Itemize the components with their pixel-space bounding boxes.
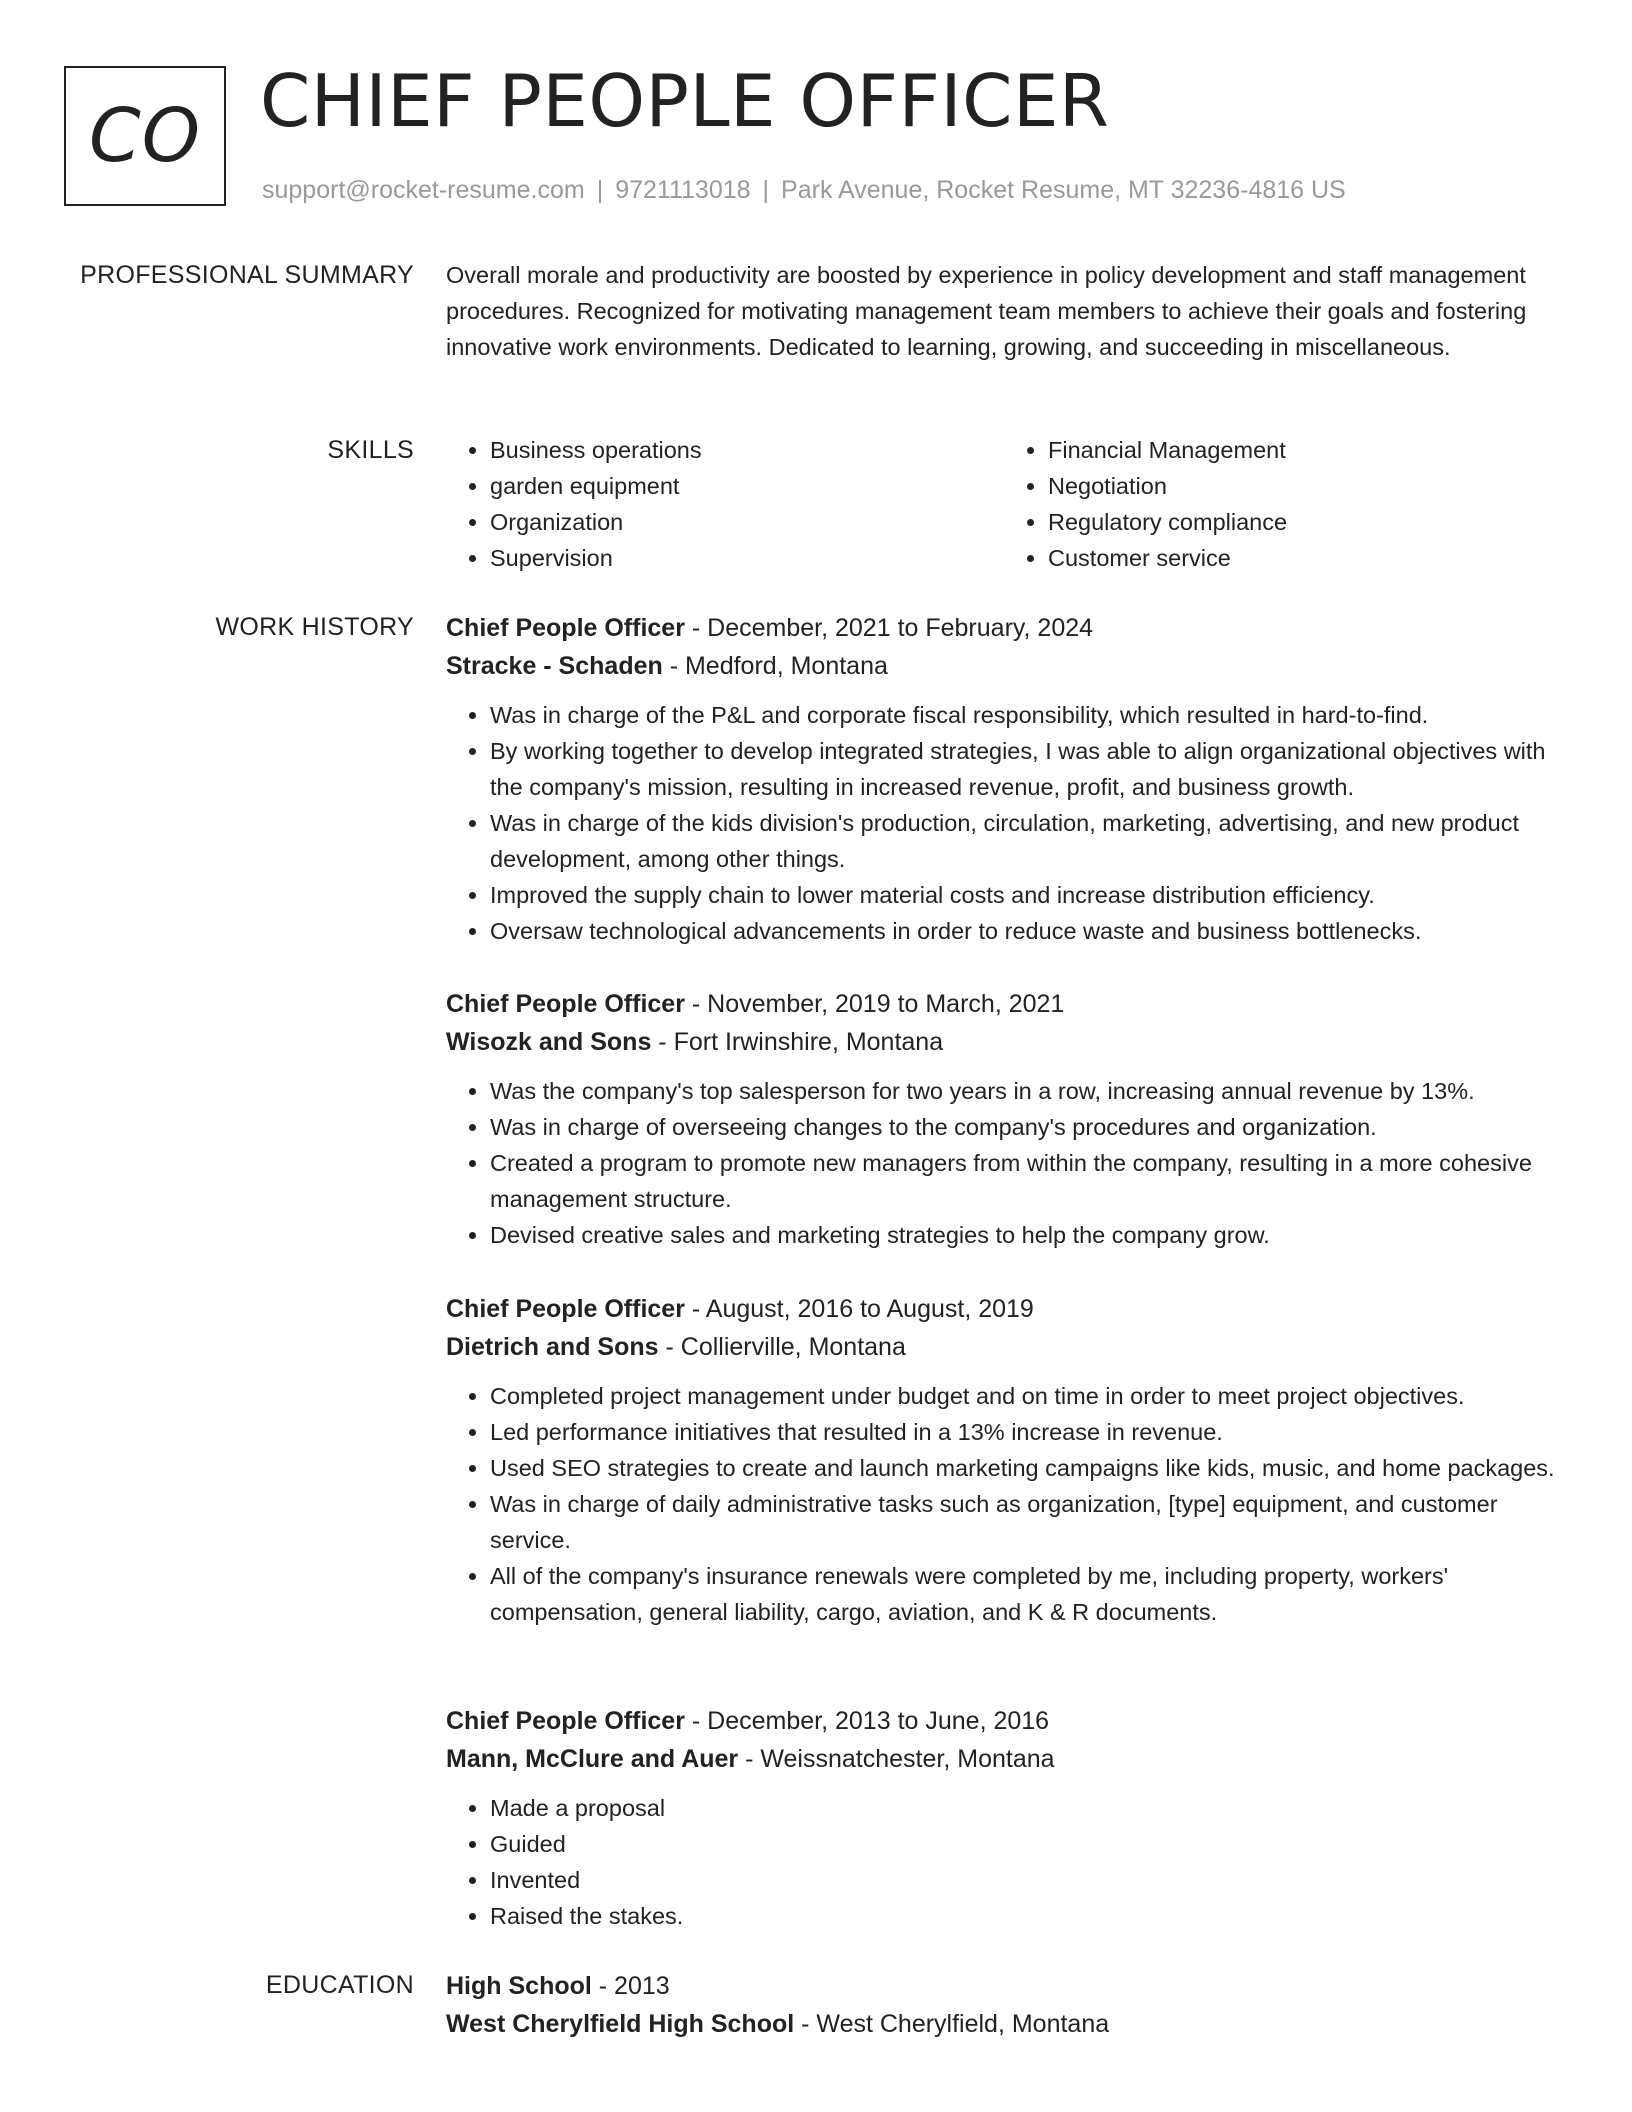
job-company-line bbox=[446, 1023, 1562, 1061]
section-title-skills: SKILLS bbox=[327, 436, 414, 464]
job-company-line bbox=[446, 1328, 1562, 1366]
job-role: Chief People Officer bbox=[446, 990, 685, 1018]
job-location: - Weissnatchester, Montana bbox=[738, 1745, 1055, 1773]
education-school-line bbox=[446, 2005, 1562, 2043]
job-company: Mann, McClure and Auer bbox=[446, 1745, 739, 1773]
job-bullet: • Invented bbox=[490, 1862, 1562, 1898]
job-location: - Medford, Montana bbox=[662, 652, 888, 680]
education-year: - 2013 bbox=[591, 1972, 670, 2000]
job-location: - Fort Irwinshire, Montana bbox=[651, 1028, 944, 1056]
contact-line bbox=[262, 174, 1346, 206]
job-bullet: • Was in charge of the kids division's production, circulation, marketing, advertising, and new product development, among other things. bbox=[490, 805, 1562, 877]
skill-item: • Negotiation bbox=[1048, 468, 1562, 504]
job-entry bbox=[446, 609, 1562, 949]
job-dates: - December, 2013 to June, 2016 bbox=[684, 1707, 1050, 1735]
job-bullet: • Led performance initiatives that resulted in a 13% increase in revenue. bbox=[490, 1414, 1562, 1450]
job-bullet: • Created a program to promote new managers from within the company, resulting in a more cohesive management structure. bbox=[490, 1145, 1562, 1217]
job-dates: - August, 2016 to August, 2019 bbox=[684, 1295, 1034, 1323]
job-bullet: • Raised the stakes. bbox=[490, 1898, 1562, 1934]
job-entry bbox=[446, 985, 1562, 1253]
section-title-education: EDUCATION bbox=[265, 1971, 414, 1999]
job-bullets bbox=[446, 697, 1562, 949]
skill-item: • Organization bbox=[490, 504, 1004, 540]
skill-item: • Supervision bbox=[490, 540, 1004, 576]
section-title-summary: PROFESSIONAL SUMMARY bbox=[80, 261, 414, 289]
job-entry bbox=[446, 1702, 1562, 1934]
job-role: Chief People Officer bbox=[446, 1295, 685, 1323]
job-bullet: • Made a proposal bbox=[490, 1790, 1562, 1826]
skill-item: • Regulatory compliance bbox=[1048, 504, 1562, 540]
contact-separator: | bbox=[596, 176, 604, 204]
job-bullet: • Was in charge of overseeing changes to the company's procedures and organization. bbox=[490, 1109, 1562, 1145]
job-bullet: • Completed project management under budget and on time in order to meet project objectives. bbox=[490, 1378, 1562, 1414]
contact-separator: | bbox=[762, 176, 770, 204]
candidate-name: CHIEF PEOPLE OFFICER bbox=[260, 59, 1110, 143]
skill-item: • Business operations bbox=[490, 432, 1004, 468]
education-degree-line bbox=[446, 1967, 1562, 2005]
job-title-line bbox=[446, 1290, 1562, 1328]
education-degree: High School bbox=[446, 1972, 592, 2000]
section-title-work-history: WORK HISTORY bbox=[215, 613, 414, 641]
job-title-line bbox=[446, 1702, 1562, 1740]
job-bullet: • Used SEO strategies to create and launch marketing campaigns like kids, music, and home packages. bbox=[490, 1450, 1562, 1486]
job-bullet: • Was in charge of daily administrative tasks such as organization, [type] equipment, and customer service. bbox=[490, 1486, 1562, 1558]
job-bullet: • Was the company's top salesperson for two years in a row, increasing annual revenue by 13%. bbox=[490, 1073, 1562, 1109]
job-bullet: • Improved the supply chain to lower material costs and increase distribution efficiency. bbox=[490, 877, 1562, 913]
contact-email: support@rocket-resume.com bbox=[262, 176, 585, 204]
summary-text: Overall morale and productivity are boosted by experience in policy development and staff management procedures. Recognized for motivating management team members to achieve their goals and fostering innovative work environments. Dedicated to learning, growing, and succeeding in miscellaneous. bbox=[446, 262, 1527, 360]
job-bullets bbox=[446, 1790, 1562, 1934]
job-company: Dietrich and Sons bbox=[446, 1333, 659, 1361]
job-bullet: • Devised creative sales and marketing strategies to help the company grow. bbox=[490, 1217, 1562, 1253]
education-location: - West Cherylfield, Montana bbox=[794, 2010, 1110, 2038]
job-company-line bbox=[446, 1740, 1562, 1778]
job-dates: - December, 2021 to February, 2024 bbox=[684, 614, 1094, 642]
education-school: West Cherylfield High School bbox=[446, 2010, 795, 2038]
job-company-line bbox=[446, 647, 1562, 685]
job-bullet: • All of the company's insurance renewals were completed by me, including property, workers' compensation, general liability, cargo, aviation, and K & R documents. bbox=[490, 1558, 1562, 1630]
job-bullets bbox=[446, 1073, 1562, 1253]
skill-item: • Financial Management bbox=[1048, 432, 1562, 468]
job-bullet: • Was in charge of the P&L and corporate fiscal responsibility, which resulted in hard-to-find. bbox=[490, 697, 1562, 733]
job-entry bbox=[446, 1290, 1562, 1630]
skills-column-2 bbox=[1004, 432, 1562, 576]
job-role: Chief People Officer bbox=[446, 614, 685, 642]
job-title-line bbox=[446, 985, 1562, 1023]
job-bullet: • Guided bbox=[490, 1826, 1562, 1862]
contact-address: Park Avenue, Rocket Resume, MT 32236-4816 US bbox=[781, 176, 1346, 204]
contact-phone: 9721113018 bbox=[615, 176, 751, 204]
skills-grid bbox=[446, 432, 1562, 576]
monogram-logo: CO bbox=[64, 66, 226, 206]
skill-item: • Customer service bbox=[1048, 540, 1562, 576]
job-title-line bbox=[446, 609, 1562, 647]
job-location: - Collierville, Montana bbox=[658, 1333, 906, 1361]
job-bullet: • By working together to develop integrated strategies, I was able to align organizational objectives with the company's mission, resulting in increased revenue, profit, and business growth. bbox=[490, 733, 1562, 805]
job-dates: - November, 2019 to March, 2021 bbox=[684, 990, 1065, 1018]
job-company: Stracke - Schaden bbox=[446, 652, 663, 680]
skills-column-1 bbox=[446, 432, 1004, 576]
job-company: Wisozk and Sons bbox=[446, 1028, 652, 1056]
job-bullets bbox=[446, 1378, 1562, 1630]
job-role: Chief People Officer bbox=[446, 1707, 685, 1735]
skill-item: • garden equipment bbox=[490, 468, 1004, 504]
education-body bbox=[446, 1967, 1562, 2043]
job-bullet: • Oversaw technological advancements in order to reduce waste and business bottlenecks. bbox=[490, 913, 1562, 949]
